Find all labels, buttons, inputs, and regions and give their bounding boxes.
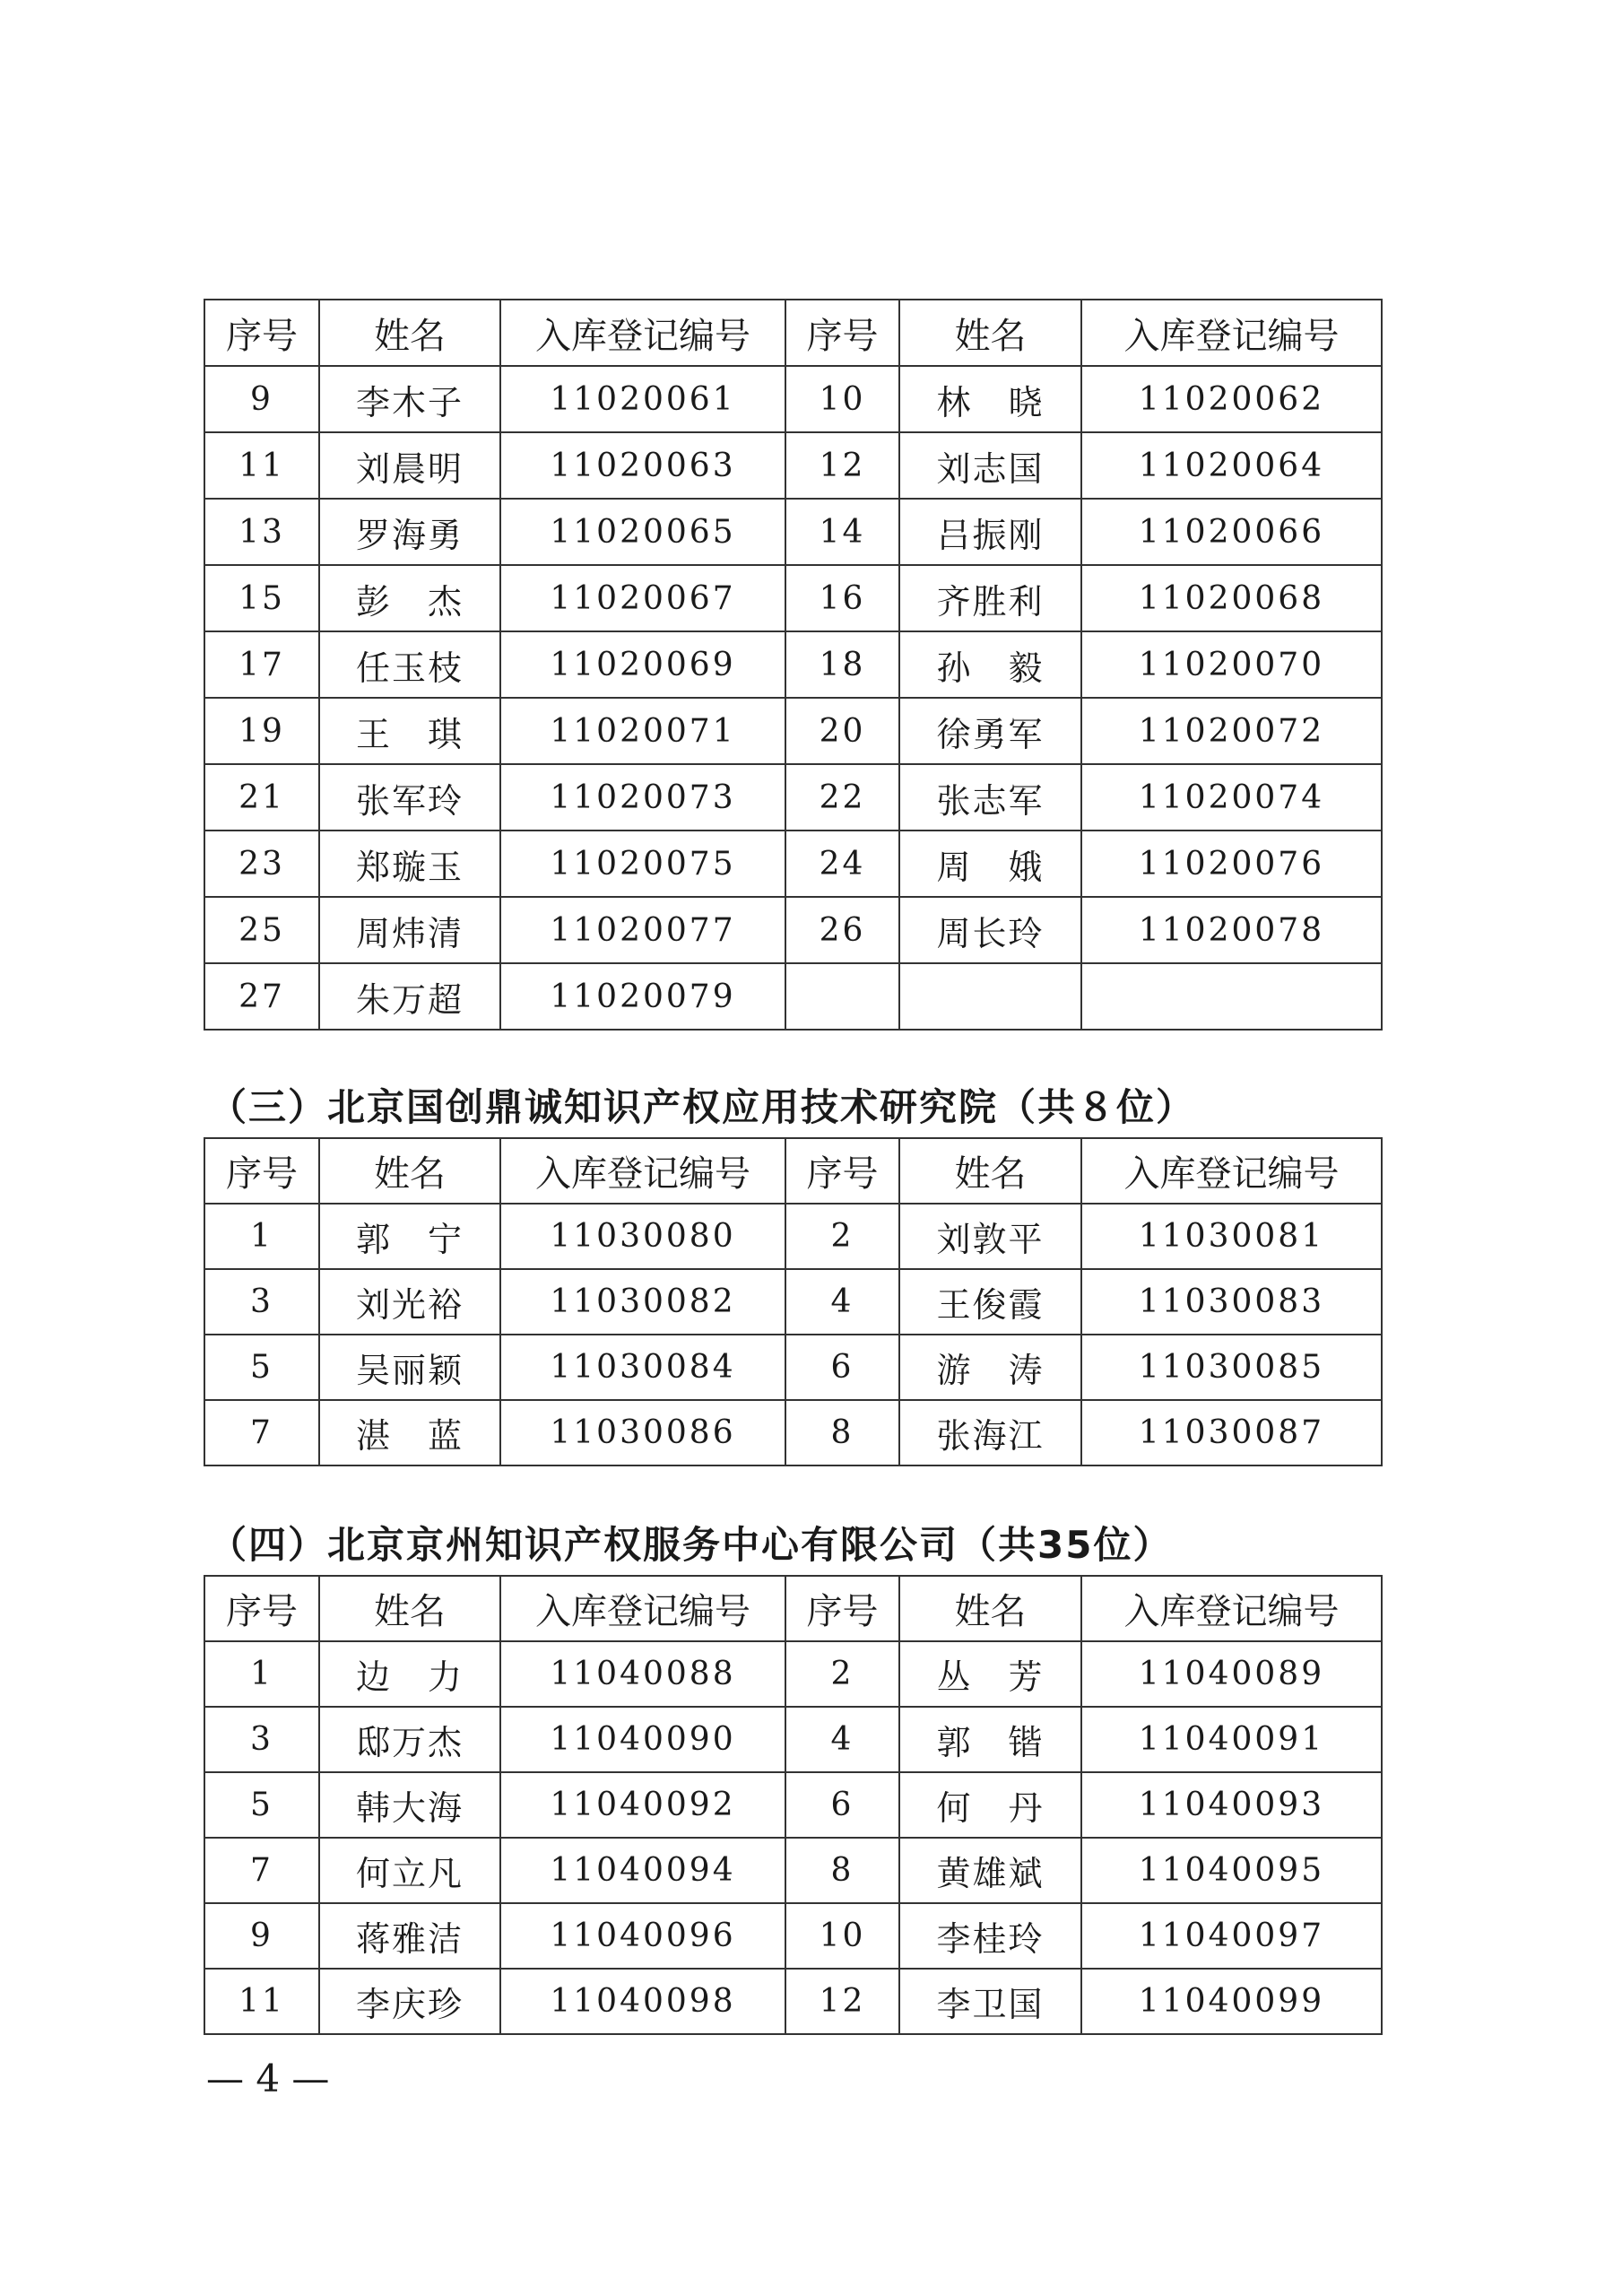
name-cell: 周长玲 <box>899 897 1081 963</box>
header-registration-number: 入库登记编号 <box>500 300 785 366</box>
name-cell: 黄雄斌 <box>899 1838 1081 1903</box>
serial-cell: 27 <box>204 963 319 1030</box>
table-row <box>204 831 1382 897</box>
header-name: 姓名 <box>319 1576 500 1641</box>
serial-cell: 22 <box>785 764 899 831</box>
name-cell: 吕振刚 <box>899 499 1081 565</box>
table-body <box>204 1641 1382 2034</box>
registration-number-cell: 11020077 <box>500 897 785 963</box>
registration-number-cell: 11030081 <box>1081 1204 1382 1269</box>
name-cell: 蒋雅洁 <box>319 1903 500 1969</box>
name-cell: 刘志国 <box>899 432 1081 499</box>
name-cell: 郑璇玉 <box>319 831 500 897</box>
section-heading: （四）北京京州知识产权服务中心有限公司（共35位） <box>209 1523 1173 1567</box>
header-serial: 序号 <box>204 1576 319 1641</box>
table-body <box>204 1204 1382 1465</box>
serial-cell: 10 <box>785 1903 899 1969</box>
table-row <box>204 698 1382 764</box>
serial-cell: 5 <box>204 1772 319 1838</box>
registration-number-cell: 11020061 <box>500 366 785 432</box>
serial-cell: 3 <box>204 1707 319 1772</box>
serial-cell: 14 <box>785 499 899 565</box>
table-row <box>204 1335 1382 1400</box>
registration-number-cell: 11020064 <box>1081 432 1382 499</box>
name-cell: 周 娥 <box>899 831 1081 897</box>
name-cell: 周炜清 <box>319 897 500 963</box>
expert-table-section-2 <box>204 299 1383 1031</box>
registration-number-cell: 11040099 <box>1081 1969 1382 2034</box>
table-row <box>204 499 1382 565</box>
name-cell: 边 力 <box>319 1641 500 1707</box>
name-cell: 王俊霞 <box>899 1269 1081 1335</box>
registration-number-cell: 11020068 <box>1081 565 1382 631</box>
serial-cell: 16 <box>785 565 899 631</box>
registration-number-cell: 11030087 <box>1081 1400 1382 1465</box>
name-cell: 刘光裕 <box>319 1269 500 1335</box>
serial-cell: 11 <box>204 1969 319 2034</box>
serial-cell: 12 <box>785 432 899 499</box>
serial-cell: 21 <box>204 764 319 831</box>
name-cell: 吴丽颖 <box>319 1335 500 1400</box>
serial-cell: 23 <box>204 831 319 897</box>
name-cell: 游 涛 <box>899 1335 1081 1400</box>
registration-number-cell: 11040097 <box>1081 1903 1382 1969</box>
table-body <box>204 366 1382 1030</box>
name-cell: 邸万杰 <box>319 1707 500 1772</box>
registration-number-cell: 11020075 <box>500 831 785 897</box>
registration-number-cell: 11040095 <box>1081 1838 1382 1903</box>
name-cell: 张海江 <box>899 1400 1081 1465</box>
registration-number-cell: 11020078 <box>1081 897 1382 963</box>
header-serial: 序号 <box>785 1576 899 1641</box>
serial-cell: 4 <box>785 1707 899 1772</box>
registration-number-cell <box>1081 963 1382 1030</box>
serial-cell: 24 <box>785 831 899 897</box>
table-row <box>204 963 1382 1030</box>
registration-number-cell: 11020070 <box>1081 631 1382 698</box>
registration-number-cell: 11040088 <box>500 1641 785 1707</box>
table-row <box>204 631 1382 698</box>
serial-cell: 7 <box>204 1400 319 1465</box>
header-name: 姓名 <box>319 300 500 366</box>
header-name: 姓名 <box>899 300 1081 366</box>
registration-number-cell: 11040092 <box>500 1772 785 1838</box>
name-cell <box>899 963 1081 1030</box>
serial-cell: 2 <box>785 1204 899 1269</box>
serial-cell: 8 <box>785 1838 899 1903</box>
header-serial: 序号 <box>204 1138 319 1204</box>
registration-number-cell: 11030085 <box>1081 1335 1382 1400</box>
name-cell: 朱万超 <box>319 963 500 1030</box>
registration-number-cell: 11040096 <box>500 1903 785 1969</box>
registration-number-cell: 11020074 <box>1081 764 1382 831</box>
header-name: 姓名 <box>899 1138 1081 1204</box>
name-cell: 丛 芳 <box>899 1641 1081 1707</box>
serial-cell: 17 <box>204 631 319 698</box>
header-serial: 序号 <box>785 1138 899 1204</box>
name-cell: 齐胜利 <box>899 565 1081 631</box>
serial-cell: 1 <box>204 1641 319 1707</box>
name-cell: 郭 锴 <box>899 1707 1081 1772</box>
header-registration-number: 入库登记编号 <box>1081 300 1382 366</box>
registration-number-cell: 11020079 <box>500 963 785 1030</box>
table-row <box>204 897 1382 963</box>
registration-number-cell: 11020065 <box>500 499 785 565</box>
serial-cell: 11 <box>204 432 319 499</box>
table-row <box>204 1707 1382 1772</box>
table-row <box>204 1269 1382 1335</box>
serial-cell: 10 <box>785 366 899 432</box>
serial-cell: 15 <box>204 565 319 631</box>
serial-cell: 20 <box>785 698 899 764</box>
registration-number-cell: 11040091 <box>1081 1707 1382 1772</box>
header-registration-number: 入库登记编号 <box>1081 1138 1382 1204</box>
name-cell: 罗海勇 <box>319 499 500 565</box>
name-cell: 何 丹 <box>899 1772 1081 1838</box>
serial-cell: 26 <box>785 897 899 963</box>
registration-number-cell: 11020072 <box>1081 698 1382 764</box>
name-cell: 彭 杰 <box>319 565 500 631</box>
table-row <box>204 565 1382 631</box>
name-cell: 张军玲 <box>319 764 500 831</box>
serial-cell: 12 <box>785 1969 899 2034</box>
name-cell: 张志军 <box>899 764 1081 831</box>
table-row <box>204 764 1382 831</box>
page-number: — 4 — <box>206 2057 330 2100</box>
registration-number-cell: 11020063 <box>500 432 785 499</box>
table-row <box>204 1641 1382 1707</box>
table-row <box>204 1204 1382 1269</box>
registration-number-cell: 11020066 <box>1081 499 1382 565</box>
table-row <box>204 432 1382 499</box>
table-row <box>204 1903 1382 1969</box>
name-cell: 湛 蓝 <box>319 1400 500 1465</box>
registration-number-cell: 11040094 <box>500 1838 785 1903</box>
registration-number-cell: 11020062 <box>1081 366 1382 432</box>
serial-cell: 9 <box>204 366 319 432</box>
registration-number-cell: 11020071 <box>500 698 785 764</box>
name-cell: 李卫国 <box>899 1969 1081 2034</box>
table-header-row <box>204 300 1382 366</box>
registration-number-cell: 11030086 <box>500 1400 785 1465</box>
registration-number-cell: 11040089 <box>1081 1641 1382 1707</box>
table-row <box>204 1969 1382 2034</box>
expert-table-section-4 <box>204 1575 1383 2035</box>
table-row <box>204 1400 1382 1465</box>
serial-cell: 8 <box>785 1400 899 1465</box>
serial-cell: 9 <box>204 1903 319 1969</box>
name-cell: 刘晨明 <box>319 432 500 499</box>
table-header-row <box>204 1576 1382 1641</box>
name-cell: 徐勇军 <box>899 698 1081 764</box>
section-heading: （三）北京国创鼎诚知识产权应用技术研究院（共８位） <box>209 1085 1196 1129</box>
header-name: 姓名 <box>319 1138 500 1204</box>
name-cell: 李桂玲 <box>899 1903 1081 1969</box>
serial-cell: 5 <box>204 1335 319 1400</box>
serial-cell: 13 <box>204 499 319 565</box>
table-row <box>204 1838 1382 1903</box>
serial-cell: 1 <box>204 1204 319 1269</box>
registration-number-cell: 11020067 <box>500 565 785 631</box>
serial-cell: 25 <box>204 897 319 963</box>
name-cell: 王 琪 <box>319 698 500 764</box>
serial-cell: 18 <box>785 631 899 698</box>
name-cell: 何立凡 <box>319 1838 500 1903</box>
name-cell: 李庆珍 <box>319 1969 500 2034</box>
registration-number-cell: 11020069 <box>500 631 785 698</box>
serial-cell <box>785 963 899 1030</box>
header-registration-number: 入库登记编号 <box>1081 1576 1382 1641</box>
name-cell: 任玉枝 <box>319 631 500 698</box>
header-serial: 序号 <box>785 300 899 366</box>
name-cell: 孙 毅 <box>899 631 1081 698</box>
registration-number-cell: 11040090 <box>500 1707 785 1772</box>
registration-number-cell: 11020076 <box>1081 831 1382 897</box>
header-serial: 序号 <box>204 300 319 366</box>
header-registration-number: 入库登记编号 <box>500 1138 785 1204</box>
table-header-row <box>204 1138 1382 1204</box>
registration-number-cell: 11030080 <box>500 1204 785 1269</box>
name-cell: 林 晓 <box>899 366 1081 432</box>
table-row <box>204 366 1382 432</box>
registration-number-cell: 11030083 <box>1081 1269 1382 1335</box>
serial-cell: 7 <box>204 1838 319 1903</box>
name-cell: 韩大海 <box>319 1772 500 1838</box>
header-name: 姓名 <box>899 1576 1081 1641</box>
name-cell: 李木子 <box>319 366 500 432</box>
serial-cell: 6 <box>785 1335 899 1400</box>
registration-number-cell: 11030084 <box>500 1335 785 1400</box>
serial-cell: 19 <box>204 698 319 764</box>
registration-number-cell: 11040093 <box>1081 1772 1382 1838</box>
serial-cell: 3 <box>204 1269 319 1335</box>
expert-table-section-3 <box>204 1137 1383 1466</box>
serial-cell: 2 <box>785 1641 899 1707</box>
registration-number-cell: 11030082 <box>500 1269 785 1335</box>
registration-number-cell: 11020073 <box>500 764 785 831</box>
name-cell: 郭 宁 <box>319 1204 500 1269</box>
registration-number-cell: 11040098 <box>500 1969 785 2034</box>
name-cell: 刘敦平 <box>899 1204 1081 1269</box>
serial-cell: 6 <box>785 1772 899 1838</box>
header-registration-number: 入库登记编号 <box>500 1576 785 1641</box>
serial-cell: 4 <box>785 1269 899 1335</box>
table-row <box>204 1772 1382 1838</box>
